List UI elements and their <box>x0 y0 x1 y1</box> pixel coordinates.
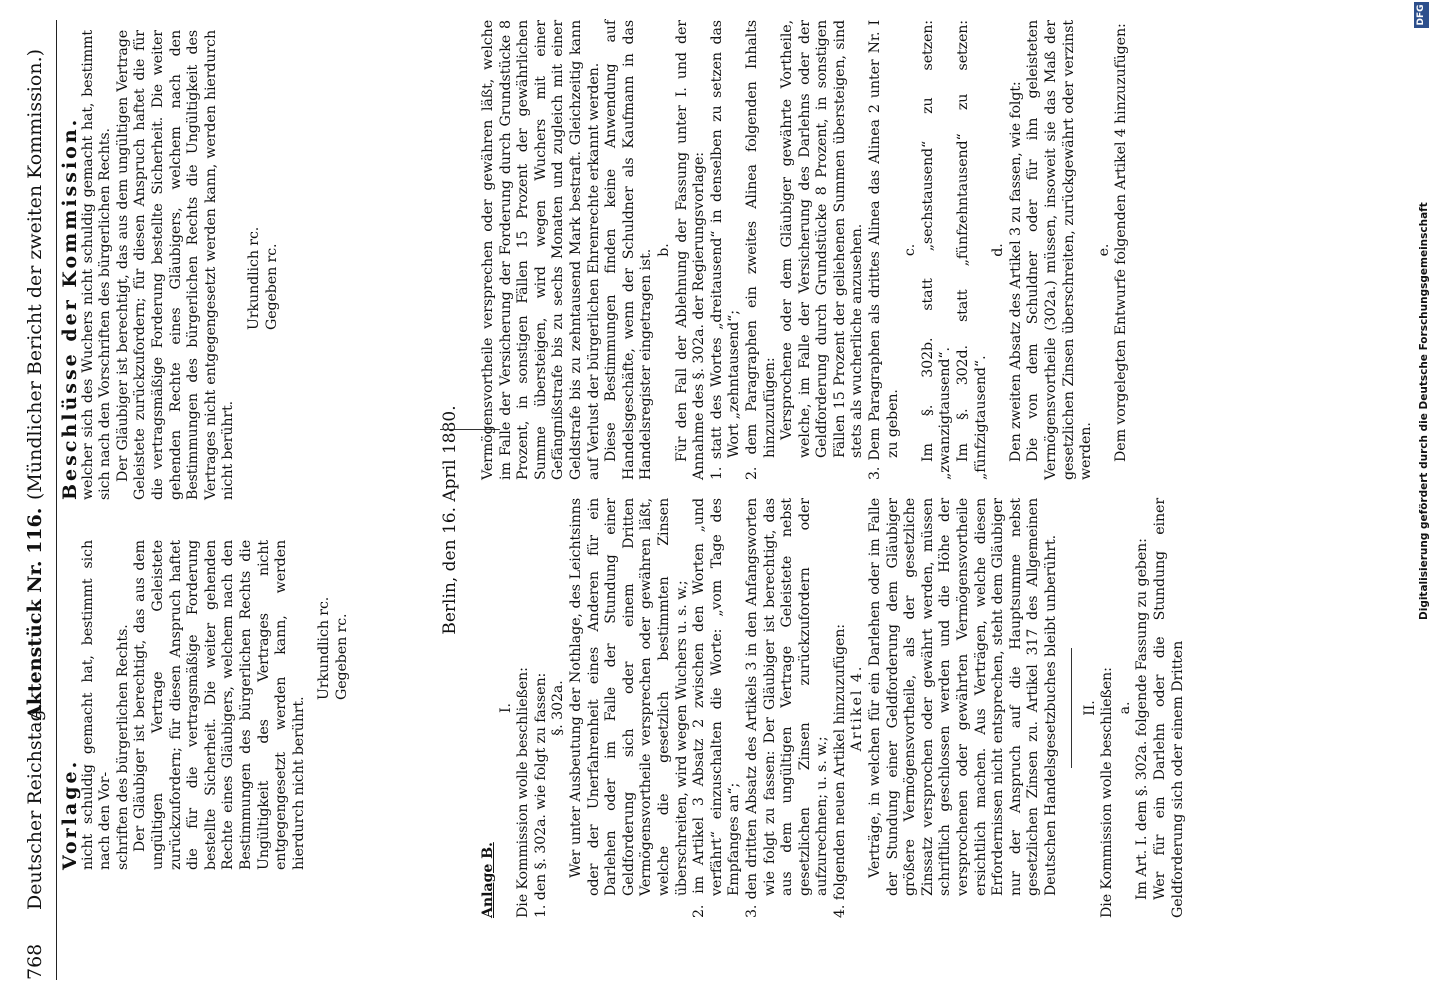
subsection-b: b. <box>655 243 672 257</box>
paragraph-302a: §. 302a. <box>550 680 567 736</box>
section-ii: II. <box>1081 700 1098 716</box>
subsection-b-intro: Für den Fall der Ablehnung der Fassung unter I. und der Annahme des §. 302a. der Regierungsvorlage: <box>673 20 708 480</box>
vorlage-line-1: nicht schuldig gemacht hat, bestimmt sich nach den Vor- <box>79 540 114 870</box>
continuation-text: Vermögensvortheile versprechen oder gewähren läßt, welche im Falle der Versicherung der Forderung durch Grundstücke 8 Prozent, in sonstigen Fällen 15 Prozent der gewährlichen Summe übersteigen, wird wegen Wuchers mit einer Gefängnißstrafe bis zu sechs Monaten und zugleich mit einer Geldstrafe bis zu zehntausend Mark bestraft. Gleichzeitig kann auf Verlust der bürgerlichen Ehrenrechte erkannt werden. <box>480 20 602 480</box>
subsection-e-text: Dem vorgelegten Entwurfe folgenden Artikel 4 hinzuzufügen: <box>1113 23 1130 462</box>
subsection-b-item-2-text: Versprochene oder dem Gläubiger gewährte Vortheile, welche, im Falle der Versicherung des Darlehns oder der Geldforderung durch Grundstücke 8 Prozent, in sonstigen Fällen 15 Prozent der geliehenen Summen übersteigen, sind stets als wucherliche anzusehen. <box>779 20 866 458</box>
subsection-a: a. <box>1116 701 1133 715</box>
subsection-d-quote: Die von dem Schuldner oder für ihn geleisteten Vermögensvortheile (302a.) müssen, insoweit sie das Maß der gesetzlichen Zinsen überschreiten, zurückgewährt oder verzinst werden. <box>1025 20 1095 480</box>
artikel-4-text: Verträge, in welchen für ein Darlehen oder im Falle der Stundung einer Geldforderung dem Gläubiger größere Vermögensvortheile, als der gesetzliche Zinssatz versprochen oder gewährt werden, müssen schriftlich geschlossen werden und die Höhe der versprochenen oder gewährten Vermögensvortheile ersichtlich machen. Aus Verträgen, welche diesen Erfordernissen nicht entsprechen, steht dem Gläubiger nur der Anspruch auf die Hauptsumme nebst gesetzlichen Zinsen zu. Artikel 317 des Allgemeinen Deutschen Handelsgesetzbuches bleibt unberührt. <box>867 498 1059 896</box>
vorlage-heading: Vorlage. <box>59 758 81 870</box>
subsection-c-item-2: Im §. 302d. statt „fünfzehntausend“ zu setzen: „fünfzigtausend“. <box>955 20 989 480</box>
anlage-item-1: 1. den §. 302a. wie folgt zu fassen: <box>532 672 549 918</box>
subsection-c-item-1: Im §. 302b. statt „sechstausend“ zu setzen: „zwanzigtausend“. <box>919 20 954 480</box>
document-number: Aktenstück Nr. 116. <box>24 507 46 720</box>
anlage-item-3: 3. den dritten Absatz des Artikels 3 in den Anfangsworten wie folgt zu fassen: Der Gläubiger ist berechtigt, das aus dem ungültigen Vertrage Geleistete nebst gesetzlichen Zinsen zurückzufordern oder aufzurechnen; u. s. w.; <box>743 498 831 918</box>
date-line: Berlin, den 16. April 1880. <box>440 405 460 635</box>
beschluesse-heading: Beschlüsse der Kommission. <box>59 116 81 500</box>
page-header <box>16 20 57 980</box>
vorlage-signature-2: Gegeben rc. <box>333 613 350 700</box>
header-subtitle: (Mündlicher Bericht der zweiten Kommission.) <box>24 48 46 500</box>
subsection-d-text: Den zweiten Absatz des Artikel 3 zu fassen, wie folgt: <box>1007 81 1024 462</box>
digitization-credit: Digitalisierung gefördert durch die Deutsche Forschungsgemeinschaft <box>1418 202 1430 620</box>
anlage-intro: Die Kommission wolle beschließen: <box>515 667 532 918</box>
anlage-item-4: 4. folgenden neuen Artikel hinzuzufügen: <box>831 624 848 918</box>
subsection-a-text: Im Art. I. dem §. 302a. folgende Fassung zu geben: <box>1134 538 1151 900</box>
subsection-b-item-3: 3. Dem Paragraphen als drittes Alinea das Alinea 2 unter Nr. I zu geben. <box>867 20 901 480</box>
subsection-b-item-2: 2. dem Paragraphen ein zweites Alinea folgenden Inhalts hinzuzufügen: <box>743 20 778 480</box>
anlage-title: Anlage B. <box>480 842 496 918</box>
vorlage-signature-1: Urkundlich rc. <box>316 596 333 700</box>
beschluesse-signature-2: Gegeben rc. <box>263 243 280 330</box>
dfg-logo: DFG <box>1414 2 1429 28</box>
beschluesse-signature-1: Urkundlich rc. <box>245 226 262 330</box>
beschluesse-column <box>59 30 281 500</box>
anlage-intro-2: Die Kommission wolle beschließen: <box>1099 667 1116 918</box>
section-rule <box>1071 648 1072 768</box>
beschluesse-line-1: welcher sich des Wuchers nicht schuldig gemacht hat, bestimmt sich nach den Vorschriften des bürgerlichen Rechts. <box>79 30 114 500</box>
anlage-item-2: 2. im Artikel 3 Absatz 2 zwischen den Worten „und verfährt“ einzuschalten die Worte: „vom Tage des Empfanges an“; <box>691 498 743 918</box>
subsection-d: d. <box>990 243 1007 257</box>
subsection-a-quote: Wer für ein Darlehn oder die Stundung einer Geldforderung sich oder einem Dritten <box>1151 498 1186 918</box>
beschluesse-paragraph: Der Gläubiger ist berechtigt, das aus dem ungültigen Vertrage Geleistete zurückzufordern; für diesen Anspruch haftet die für die vertragsmäßige Forderung bestellte Sicherheit. Die weiter gehenden Rechte eines Gläubigers, welchem nach den Bestimmungen des bürgerlichen Rechts die Ungültigkeit des Vertrages nicht entgegengesetzt werden kann, werden hierdurch nicht berührt. <box>114 30 237 500</box>
section-i: I. <box>497 703 514 713</box>
page-number: 768 <box>24 943 46 980</box>
subsection-c: c. <box>902 243 919 257</box>
subsection-e: e. <box>1095 243 1112 257</box>
paragraph-302a-text: Wer unter Ausbeutung der Nothlage, des Leichtsinns oder der Unerfahrenheit eines Anderen für ein Darlehen oder im Falle der Stundung einer Geldforderung sich oder einem Dritten Vermögensvortheile versprechen oder gewähren läßt, welche die gesetzlich bestimmten Zinsen überschreiten, wird wegen Wuchers u. s. w.; <box>567 498 690 896</box>
subsection-b-item-1: 1. statt des Wortes „dreitausend“ in denselben zu setzen das Wort „zehntausend“; <box>708 20 743 480</box>
continuation-text-2: Diese Bestimmungen finden keine Anwendung auf Handelsgeschäfte, wenn der Schuldner als Kaufmann in das Handelsregister eingetragen ist. <box>603 20 655 480</box>
vorlage-line-2: schriften des bürgerlichen Rechts. <box>114 624 131 870</box>
publication-title: Deutscher Reichstag. <box>24 703 46 910</box>
right-lower-column <box>480 20 1131 480</box>
anlage-column <box>480 498 1187 918</box>
vorlage-column <box>59 540 352 870</box>
artikel-4-heading: Artikel 4. <box>849 664 866 752</box>
vorlage-paragraph: Der Gläubiger ist berechtigt, das aus dem ungültigen Vertrage Geleistete zurückzufordern; für diesen Anspruch haftet die für die vertragsmäßige Forderung bestellte Sicherheit. Die weiter gehenden Rechte eines Gläubigers, welchem nach den Bestimmungen des bürgerlichen Rechts die Ungültigkeit des Vertrages nicht entgegengesetzt werden kann, werden hierdurch nicht berührt. <box>132 540 307 870</box>
